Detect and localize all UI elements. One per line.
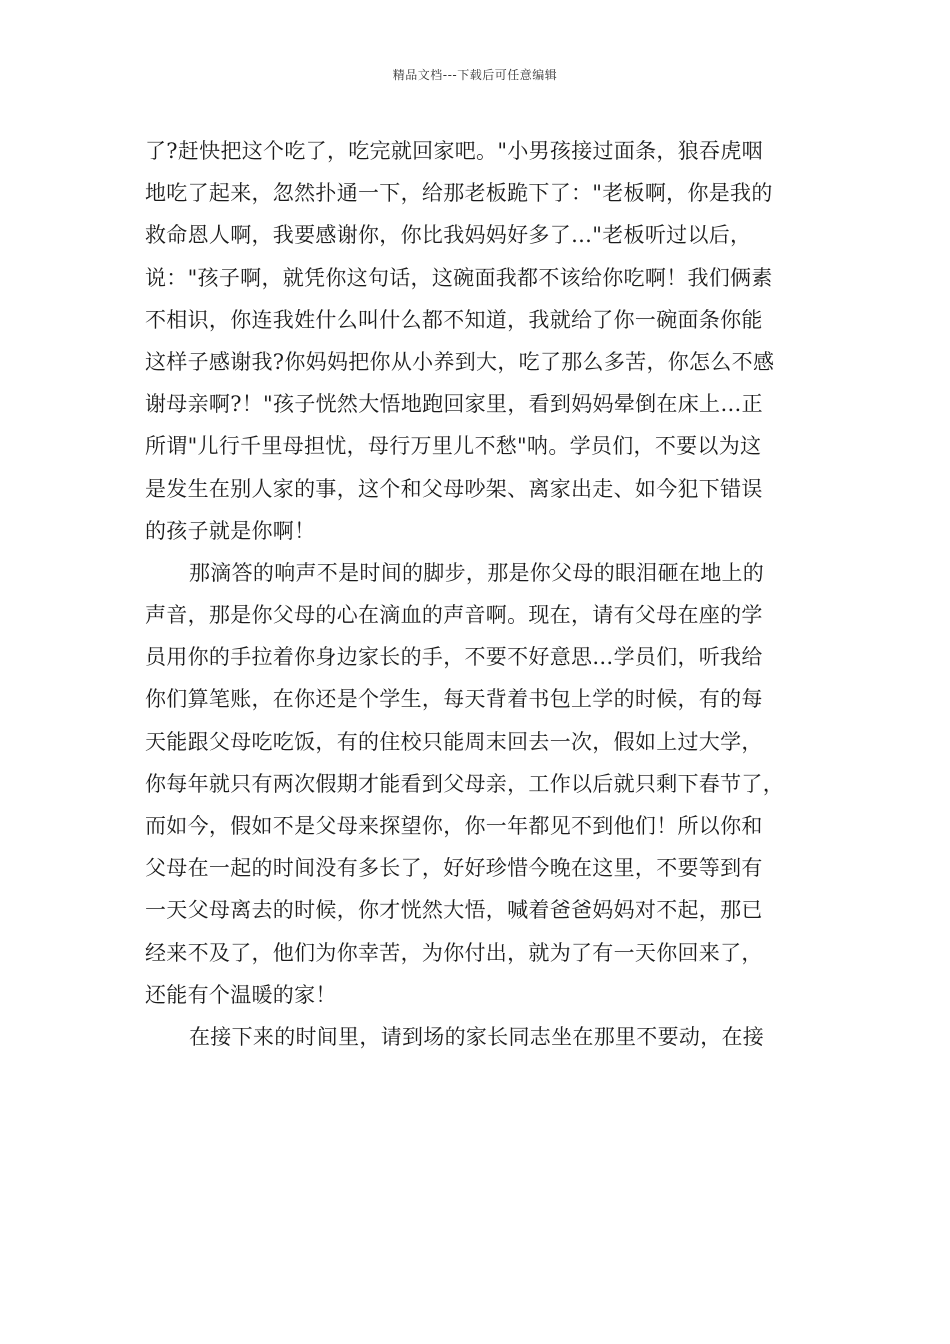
text-line: 声音，那是你父母的心在滴血的声音啊。现在，请有父母在座的学 bbox=[145, 603, 763, 628]
text-line: 在接下来的时间里，请到场的家长同志坐在那里不要动，在接 bbox=[189, 1024, 765, 1049]
text-line: 天能跟父母吃吃饭，有的住校只能周末回去一次，假如上过大学， bbox=[145, 729, 763, 754]
text-line: 员用你的手拉着你身边家长的手，不要不好意思…学员们，听我给 bbox=[145, 645, 763, 670]
text-line: 地吃了起来，忽然扑通一下，给那老板跪下了："老板啊，你是我的 bbox=[145, 181, 773, 206]
text-line: 经来不及了，他们为你幸苦，为你付出，就为了有一天你回来了， bbox=[145, 940, 763, 965]
text-line: 救命恩人啊，我要感谢你，你比我妈妈好多了…"老板听过以后， bbox=[145, 223, 752, 248]
page-header: 精品文档---下载后可任意编辑 bbox=[392, 68, 558, 82]
text-line: 而如今，假如不是父母来探望你，你一年都见不到他们！所以你和 bbox=[145, 814, 763, 838]
text-line: 这样子感谢我?你妈妈把你从小养到大，吃了那么多苦，你怎么不感 bbox=[145, 349, 775, 374]
text-line: 是发生在别人家的事，这个和父母吵架、离家出走、如今犯下错误 bbox=[145, 476, 763, 501]
text-line: 那滴答的响声不是时间的脚步，那是你父母的眼泪砸在地上的 bbox=[189, 560, 765, 585]
paragraph bbox=[145, 130, 815, 552]
paragraph bbox=[145, 1016, 815, 1058]
text-line: 不相识，你连我姓什么叫什么都不知道，我就给了你一碗面条你能 bbox=[145, 307, 763, 332]
text-line: 了?赶快把这个吃了，吃完就回家吧。"小男孩接过面条，狼吞虎咽 bbox=[145, 139, 763, 163]
text-line: 一天父母离去的时候，你才恍然大悟，喊着爸爸妈妈对不起，那已 bbox=[145, 898, 763, 923]
paragraph bbox=[145, 552, 815, 1016]
text-line: 还能有个温暖的家！ bbox=[145, 982, 337, 1007]
text-line: 谢母亲啊?！"孩子恍然大悟地跑回家里，看到妈妈晕倒在床上…正 bbox=[145, 392, 763, 417]
text-line: 父母在一起的时间没有多长了，好好珍惜今晚在这里，不要等到有 bbox=[145, 856, 763, 881]
text-line: 说："孩子啊，就凭你这句话，这碗面我都不该给你吃啊！我们俩素 bbox=[145, 265, 773, 290]
document-body bbox=[145, 130, 815, 1058]
text-line: 你们算笔账，在你还是个学生，每天背着书包上学的时候，有的每 bbox=[145, 687, 763, 712]
text-line: 的孩子就是你啊！ bbox=[145, 518, 316, 543]
text-line: 所谓"儿行千里母担忧，母行万里儿不愁"呐。学员们，不要以为这 bbox=[145, 434, 762, 459]
text-line: 你每年就只有两次假期才能看到父母亲，工作以后就只剩下春节了， bbox=[145, 771, 784, 796]
